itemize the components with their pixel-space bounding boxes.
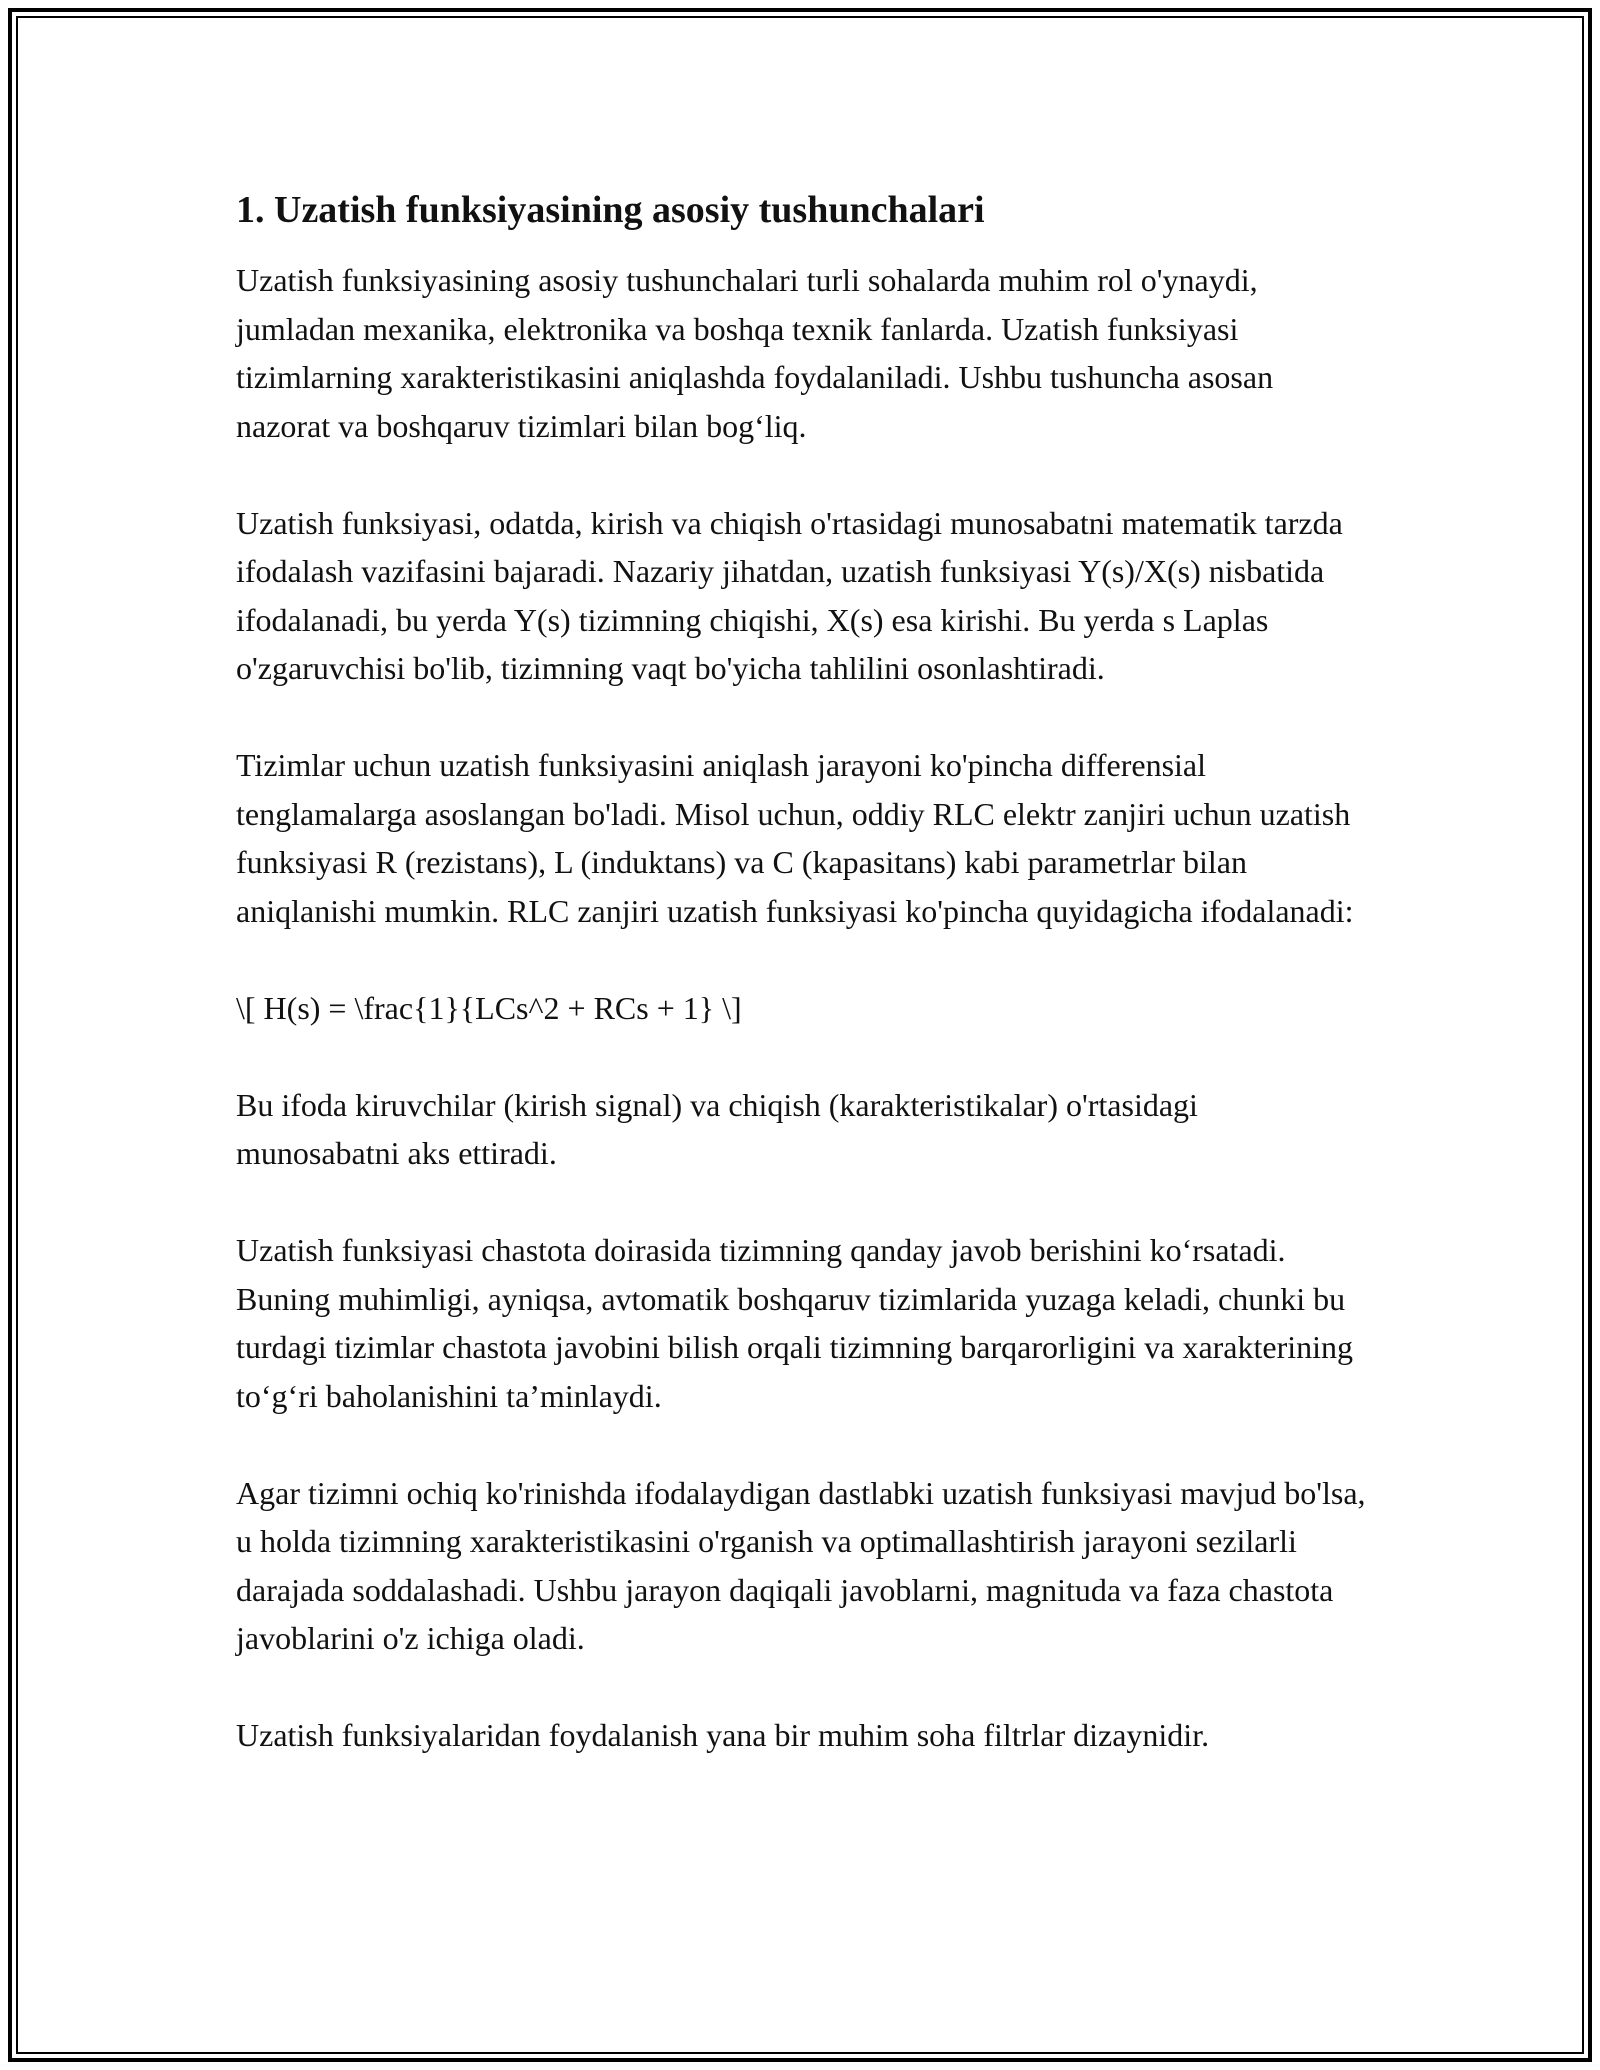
paragraph-frequency: Uzatish funksiyasi chastota doirasida tizimning qanday javob berishini ko‘rsatadi. Buning muhimligi, ayniqsa, avtomatik boshqaruv tizimlarida yuzaga keladi, chunki bu turdagi tizimlar chastota javobini bilish orqali tizimning barqarorligini va xarakterining to‘g‘ri baholanishini ta’minlaydi.	[236, 1232, 1354, 1414]
document-body	[236, 186, 1366, 1808]
paragraph-filters: Uzatish funksiyalaridan foydalanish yana bir muhim soha filtrlar dizaynidir.	[236, 1717, 1210, 1753]
paragraph-optimization: Agar tizimni ochiq ko'rinishda ifodalaydigan dastlabki uzatish funksiyasi mavjud bo'lsa, u holda tizimning xarakteristikasini o'rganish va optimallashtirish jarayoni sezilarli darajada soddalashadi. Ushbu jarayon daqiqali javoblarni, magnituda va faza chastota javoblarini o'z ichiga oladi.	[236, 1474, 1366, 1656]
paragraph-rlc-circuit: Tizimlar uchun uzatish funksiyasini aniqlash jarayoni ko'pincha differensial tenglamalarga asoslangan bo'ladi. Misol uchun, oddiy RLC elektr zanjiri uchun uzatish funksiyasi R (rezistans), L (induktans) va C (kapasitans) kabi parametrlar bilan aniqlanishi mumkin. RLC zanjiri uzatish funksiyasi ko'pincha quyidagicha ifodalanadi:	[236, 747, 1354, 929]
formula-transfer-function: \[ H(s) = \frac{1}{LCs^2 + RCs + 1} \]	[236, 989, 742, 1026]
paragraph-definition: Uzatish funksiyasi, odatda, kirish va chiqish o'rtasidagi munosabatni matematik tarzda ifodalash vazifasini bajaradi. Nazariy jihatdan, uzatish funksiyasi Y(s)/X(s) nisbatida ifodalanadi, bu yerda Y(s) tizimning chiqishi, X(s) esa kirishi. Bu yerda s Laplas o'zgaruvchisi bo'lib, tizimning vaqt bo'yicha tahlilini osonlashtiradi.	[236, 504, 1343, 686]
section-heading: 1. Uzatish funksiyasining asosiy tushunchalari	[236, 189, 985, 231]
paragraph-relation: Bu ifoda kiruvchilar (kirish signal) va chiqish (karakteristikalar) o'rtasidagi munosabatni aks ettiradi.	[236, 1086, 1198, 1171]
paragraph-intro: Uzatish funksiyasining asosiy tushunchalari turli sohalarda muhim rol o'ynaydi, jumladan mexanika, elektronika va boshqa texnik fanlarda. Uzatish funksiyasi tizimlarning xarakteristikasini aniqlashda foydalaniladi. Ushbu tushuncha asosan nazorat va boshqaruv tizimlari bilan bog‘liq.	[236, 262, 1274, 444]
